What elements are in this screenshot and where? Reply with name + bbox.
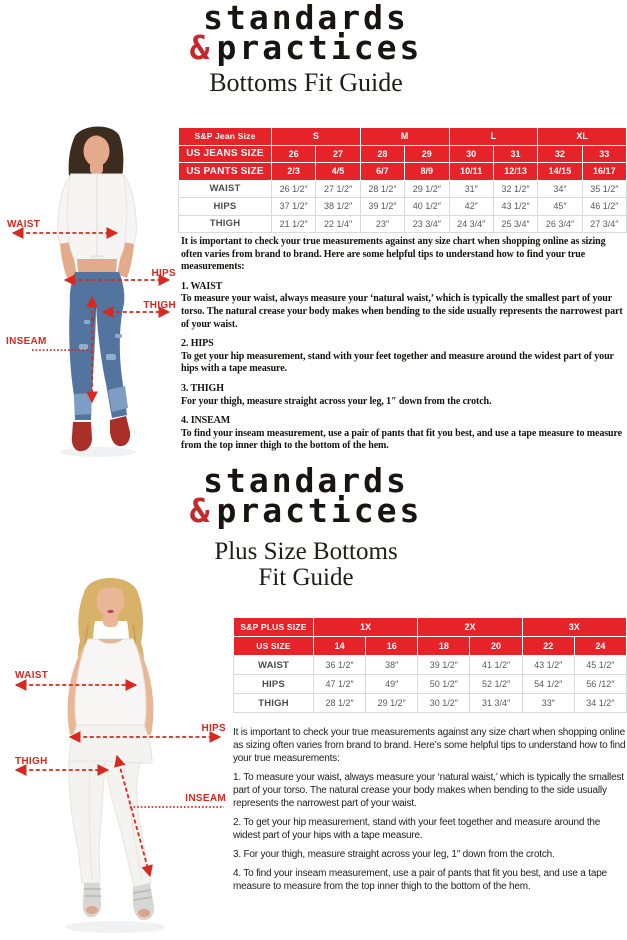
cell: 41 1/2″	[470, 656, 522, 675]
table-row	[234, 618, 627, 637]
cell: 8/9	[405, 163, 449, 181]
tip-heading: 2. HIPS	[181, 338, 214, 350]
cell: 54 1/2″	[522, 675, 574, 694]
cell: 50 1/2″	[418, 675, 470, 694]
cell: 29	[405, 145, 449, 163]
inseam-measure-label: INSEAM	[6, 336, 47, 347]
cell: 27 1/2″	[316, 180, 360, 198]
table-row	[179, 145, 627, 163]
cell: 16	[366, 637, 418, 656]
tip-body: 2. To get your hip measurement, stand with your feet together and measure around the widest part of your hips with a tape measure.	[233, 817, 601, 841]
size-group: XL	[538, 128, 627, 146]
cell: 29 1/2″	[366, 694, 418, 713]
tip-body: 1. To measure your waist, always measure your ‘natural waist,’ which is typically the smallest part of your torso. The natural crease your body makes when bending to the side usually represents the narrowest part of your waist.	[233, 772, 624, 809]
measurement-arrows-regular	[5, 122, 180, 460]
measurement-arrows-plus	[0, 565, 230, 940]
size-group: 2X	[418, 618, 522, 637]
cell: 26	[272, 145, 316, 163]
brand-logo-plus	[0, 461, 612, 530]
cell: 26 3/4″	[538, 215, 582, 233]
tip-body: 4. To find your inseam measurement, use a pair of pants that fit you best, and use a tape measure to measure from the top inner thigh to the bottom of the hem.	[233, 868, 607, 892]
table-row	[234, 656, 627, 675]
size-group: 3X	[522, 618, 626, 637]
hips-measure-label: HIPS	[201, 723, 226, 734]
tip-heading: 3. THIGH	[181, 382, 224, 394]
cell: 34 1/2″	[574, 694, 626, 713]
cell: 43 1/2″	[522, 656, 574, 675]
cell: 21 1/2″	[272, 215, 316, 233]
tip-heading: 4. INSEAM	[181, 415, 231, 427]
brand-logo-line1: standards	[203, 0, 409, 37]
cell: 30	[449, 145, 493, 163]
cell: 45 1/2″	[574, 656, 626, 675]
measurement-tips-plus	[233, 726, 626, 893]
section2-title-line2: Fit Guide	[258, 564, 354, 591]
size-group: L	[449, 128, 538, 146]
cell: 18	[418, 637, 470, 656]
row-label: US PANTS SIZE	[179, 163, 272, 181]
row-label: US SIZE	[234, 637, 314, 656]
cell: 28	[360, 145, 404, 163]
size-group: 1X	[314, 618, 418, 637]
cell: 27	[316, 145, 360, 163]
cell: 30 1/2″	[418, 694, 470, 713]
cell: 25 3/4″	[493, 215, 537, 233]
cell: 52 1/2″	[470, 675, 522, 694]
table-row	[179, 163, 627, 181]
table-row	[234, 675, 627, 694]
cell: 28 1/2″	[360, 180, 404, 198]
row-label: HIPS	[234, 675, 314, 694]
hips-measure-label: HIPS	[151, 268, 176, 279]
cell: 34″	[538, 180, 582, 198]
cell: 35 1/2″	[582, 180, 626, 198]
row-label: HIPS	[179, 198, 272, 216]
row-label: THIGH	[179, 215, 272, 233]
size-chart-plus	[233, 617, 627, 713]
section2-title-line1: Plus Size Bottoms	[214, 538, 398, 565]
cell: 49″	[366, 675, 418, 694]
cell: 38″	[366, 656, 418, 675]
chart-corner-label: S&P Jean Size	[179, 128, 272, 146]
measurement-tips-regular	[181, 236, 627, 453]
row-label: WAIST	[179, 180, 272, 198]
cell: 27 3/4″	[582, 215, 626, 233]
tip-body: For your thigh, measure straight across your leg, 1″ down from the crotch.	[181, 395, 492, 407]
table-row	[179, 180, 627, 198]
size-chart-regular	[178, 127, 627, 233]
cell: 23 3/4″	[405, 215, 449, 233]
brand-logo-line1: standards	[203, 461, 409, 500]
model-regular-figure	[5, 122, 180, 460]
cell: 39 1/2″	[360, 198, 404, 216]
section1-title: Bottoms Fit Guide	[209, 68, 403, 97]
inseam-measure-label: INSEAM	[185, 793, 226, 804]
cell: 29 1/2″	[405, 180, 449, 198]
thigh-measure-label: THIGH	[15, 756, 48, 767]
cell: 37 1/2″	[272, 198, 316, 216]
row-label: US JEANS SIZE	[179, 145, 272, 163]
cell: 45″	[538, 198, 582, 216]
tip-body: To find your inseam measurement, use a pair of pants that fit you best, and use a tape measure to measure from the top inner thigh to the bottom of the hem.	[181, 427, 622, 452]
waist-measure-label: WAIST	[7, 219, 41, 230]
cell: 43 1/2″	[493, 198, 537, 216]
cell: 12/13	[493, 163, 537, 181]
cell: 26 1/2″	[272, 180, 316, 198]
cell: 23″	[360, 215, 404, 233]
cell: 56 /12″	[574, 675, 626, 694]
tips-intro: It is important to check your true measurements against any size chart when shopping online as sizing often varies from brand to brand. Here’s some helpful tips to understand how to find your true measurements:	[233, 727, 626, 764]
table-row	[179, 198, 627, 216]
cell: 4/5	[316, 163, 360, 181]
cell: 33	[582, 145, 626, 163]
cell: 31	[493, 145, 537, 163]
row-label: WAIST	[234, 656, 314, 675]
table-row	[234, 637, 627, 656]
cell: 39 1/2″	[418, 656, 470, 675]
cell: 24	[574, 637, 626, 656]
chart-corner-label: S&P PLUS SIZE	[234, 618, 314, 637]
cell: 10/11	[449, 163, 493, 181]
cell: 14	[314, 637, 366, 656]
thigh-measure-label: THIGH	[143, 300, 176, 311]
cell: 32	[538, 145, 582, 163]
tip-body: 3. For your thigh, measure straight across your leg, 1″ down from the crotch.	[233, 849, 555, 860]
cell: 32 1/2″	[493, 180, 537, 198]
tips-intro: It is important to check your true measurements against any size chart when shopping online as sizing often varies from brand to brand. Here are some helpful tips to understand how to find your true measurements:	[181, 236, 606, 273]
cell: 36 1/2″	[314, 656, 366, 675]
tip-body: To measure your waist, always measure your ‘natural waist,’ which is typically the smallest part of your torso. The natural crease your body makes when bending to the side usually represents the narrowest part of your waist.	[181, 293, 623, 330]
cell: 24 3/4″	[449, 215, 493, 233]
cell: 33″	[522, 694, 574, 713]
tip-body: To get your hip measurement, stand with your feet together and measure around the widest part of your hips with a tape measure.	[181, 350, 614, 375]
tip-heading: 1. WAIST	[181, 280, 223, 292]
cell: 14/15	[538, 163, 582, 181]
cell: 22 1/4″	[316, 215, 360, 233]
brand-logo-line2-text: practices	[216, 491, 423, 530]
brand-logo-line2	[0, 491, 612, 530]
brand-logo-line2-text: practices	[216, 28, 423, 67]
cell: 20	[470, 637, 522, 656]
waist-measure-label: WAIST	[15, 670, 49, 681]
cell: 31 3/4″	[470, 694, 522, 713]
cell: 6/7	[360, 163, 404, 181]
brand-logo	[0, 0, 612, 67]
cell: 2/3	[272, 163, 316, 181]
brand-logo-line2	[0, 28, 612, 67]
cell: 38 1/2″	[316, 198, 360, 216]
size-group: M	[360, 128, 449, 146]
table-row	[179, 215, 627, 233]
table-row	[234, 694, 627, 713]
size-group: S	[272, 128, 361, 146]
cell: 47 1/2″	[314, 675, 366, 694]
cell: 31″	[449, 180, 493, 198]
cell: 46 1/2″	[582, 198, 626, 216]
cell: 42″	[449, 198, 493, 216]
row-label: THIGH	[234, 694, 314, 713]
table-row	[179, 128, 627, 146]
cell: 16/17	[582, 163, 626, 181]
cell: 22	[522, 637, 574, 656]
cell: 40 1/2″	[405, 198, 449, 216]
model-plus-figure	[0, 565, 230, 940]
brand-ampersand: &	[189, 491, 213, 530]
brand-ampersand: &	[189, 28, 213, 67]
inseam-arrow	[117, 756, 150, 876]
cell: 28 1/2″	[314, 694, 366, 713]
